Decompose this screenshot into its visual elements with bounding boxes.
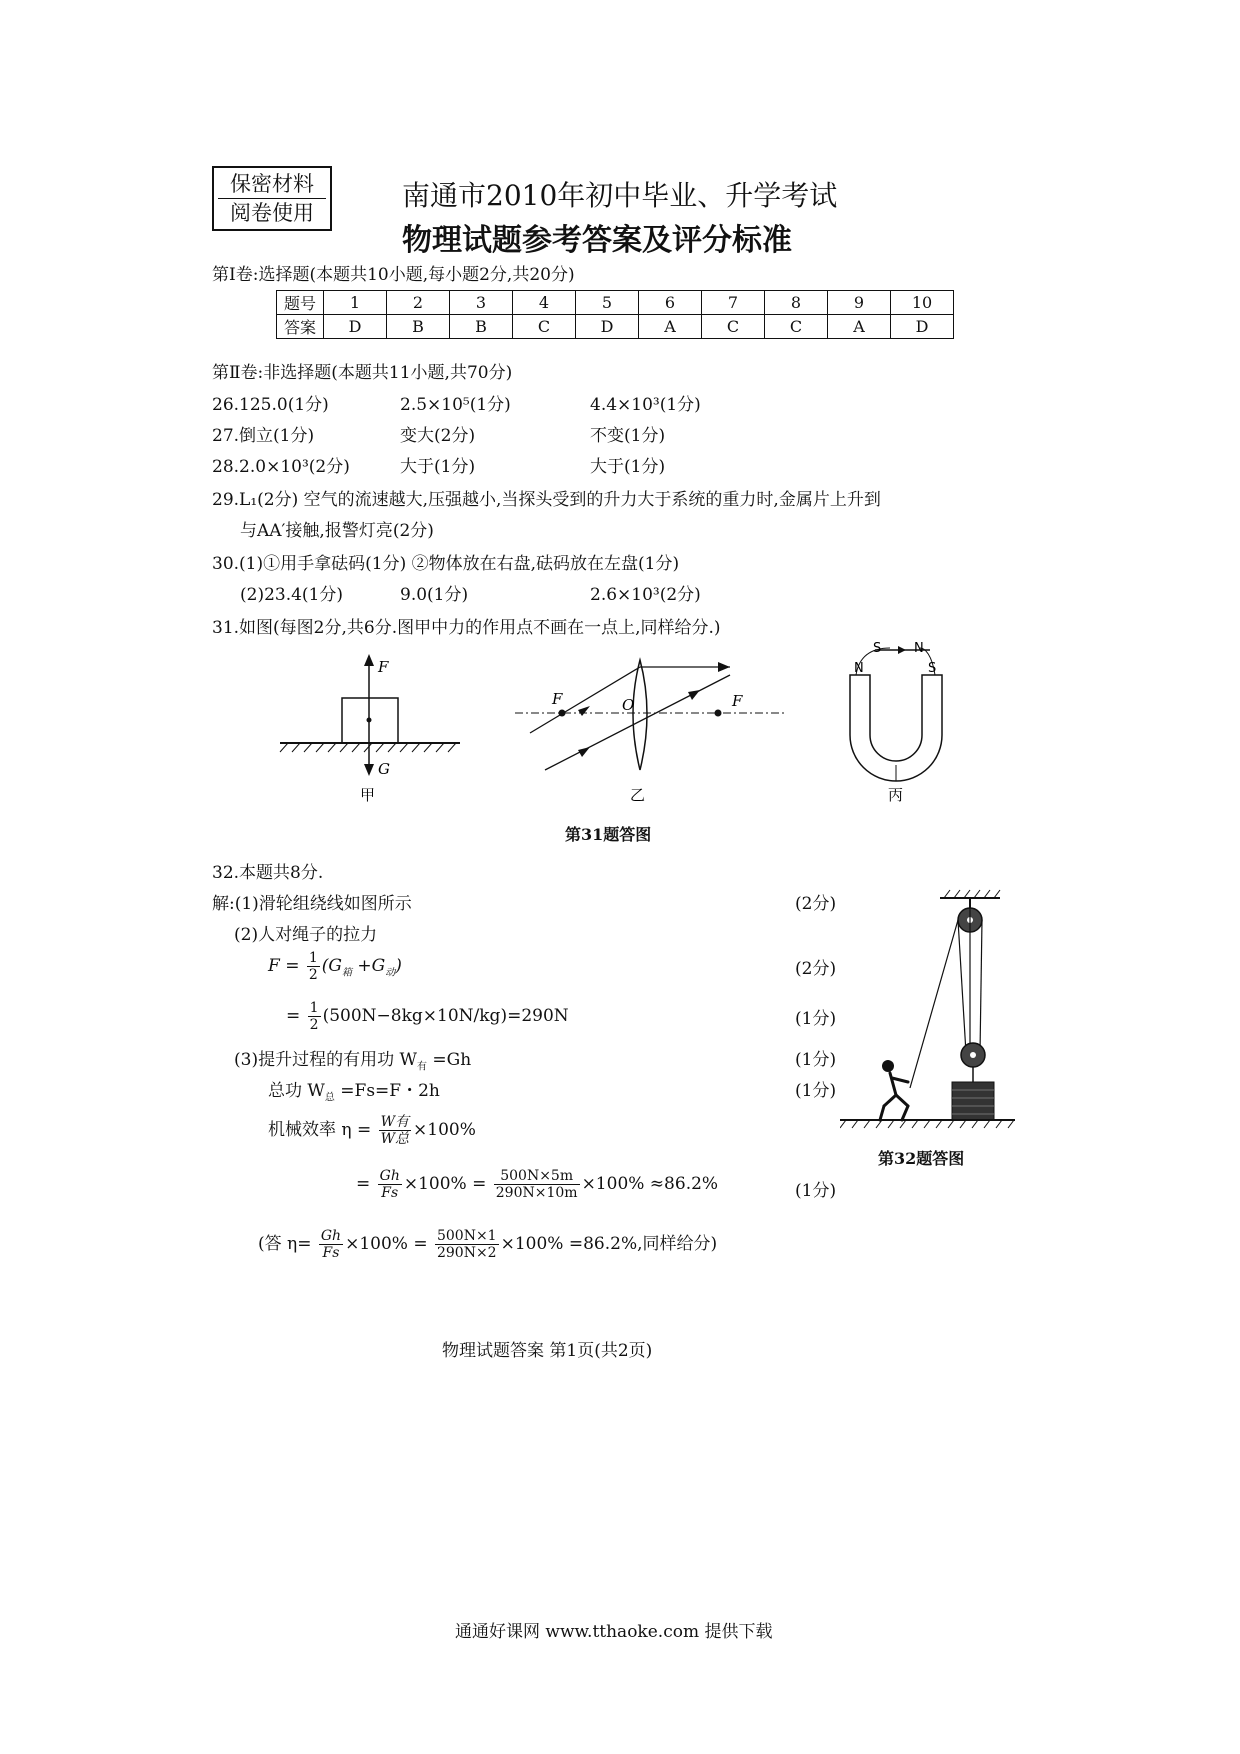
answer-cell: B [450, 315, 513, 339]
figure-yi [515, 660, 785, 804]
q32-alternate-answer [258, 1228, 717, 1261]
answer-table [276, 290, 954, 339]
subscript-moving: 动 [385, 967, 396, 979]
formula-part: 机械效率 η = [268, 1120, 372, 1140]
answer-cell: A [639, 315, 702, 339]
q26-answer-1: 26.125.0(1分) [212, 395, 329, 415]
fraction-numerator: 1 [309, 1000, 319, 1016]
page-footer: 物理试题答案 第1页(共2页) [442, 1341, 653, 1361]
question-number-row [277, 291, 954, 315]
confidential-stamp [212, 166, 332, 231]
q30-answer-1: (2)23.4(1分) [240, 585, 344, 605]
formula-part: ×100% [413, 1120, 476, 1140]
formula-part: ×100% ≈86.2% [581, 1174, 719, 1194]
q29-line-2: 与AA′接触,报警灯亮(2分) [240, 521, 434, 541]
q32-useful-work [234, 1045, 471, 1072]
figure-31 [260, 640, 1020, 810]
efficiency-fraction [319, 1228, 343, 1261]
q27-answer-1: 27.倒立(1分) [212, 426, 315, 446]
fraction-denominator: Fs [322, 1245, 340, 1261]
formula-part: =Gh [426, 1050, 472, 1070]
formula-eq: = [286, 1006, 301, 1026]
formula-lhs: F = [268, 956, 300, 976]
formula-part: (3)提升过程的有用功 W [234, 1050, 417, 1070]
question-number: 6 [639, 291, 702, 315]
answer-cell: A [828, 315, 891, 339]
question-number: 1 [324, 291, 387, 315]
formula-part: (答 η= [258, 1234, 312, 1254]
q32-total-work [268, 1076, 440, 1103]
fraction-numerator: Gh [320, 1228, 342, 1244]
q27-answer-2: 变大(2分) [400, 426, 476, 446]
fraction-denominator: 2 [308, 967, 318, 983]
formula-part: ×100% = [403, 1174, 487, 1194]
fraction-denominator: 2 [309, 1017, 319, 1033]
question-number: 10 [891, 291, 954, 315]
figure-bing [850, 641, 942, 804]
q32-score-3: (1分) [795, 1009, 837, 1029]
fraction-denominator: Fs [381, 1185, 399, 1201]
yi-caption: 乙 [630, 786, 646, 804]
q32-score-4: (1分) [795, 1050, 837, 1070]
q32-line-2: (2)人对绳子的拉力 [234, 925, 378, 945]
subscript-total: 总 [324, 1092, 335, 1104]
yi-focus-left-label: F [552, 690, 563, 708]
half-fraction [307, 950, 320, 983]
fraction-denominator: 290N×2 [436, 1245, 497, 1261]
document-title: 物理试题参考答案及评分标准 [402, 223, 792, 258]
fraction-numerator: 1 [308, 950, 318, 966]
fraction-numerator: W有 [380, 1114, 410, 1130]
q27-answer-3: 不变(1分) [590, 426, 666, 446]
answer-cell: B [387, 315, 450, 339]
bing-needle-S-label: S [873, 641, 882, 656]
answer-cell: C [702, 315, 765, 339]
question-number: 4 [513, 291, 576, 315]
formula-part: ×100% =86.2%,同样给分) [500, 1234, 718, 1254]
q32-line-1: 解:(1)滑轮组绕线如图所示 [212, 894, 412, 914]
answer-cell: D [891, 315, 954, 339]
fraction-denominator: 290N×10m [495, 1185, 578, 1201]
q30-answer-3: 2.6×10³(2分) [590, 585, 701, 605]
formula-part: (G [321, 956, 342, 976]
fraction-numerator: 500N×5m [494, 1168, 580, 1185]
formula-part: (500N−8kg×10N/kg)=290N [322, 1006, 569, 1026]
q26-answer-3: 4.4×10³(1分) [590, 395, 701, 415]
value-fraction [435, 1228, 499, 1261]
figure-jia [280, 654, 460, 804]
fraction-numerator: Gh [379, 1168, 400, 1184]
stamp-line-1: 保密材料 [218, 170, 326, 199]
formula-eq: = [356, 1174, 371, 1194]
stamp-line-2: 阅卷使用 [230, 201, 314, 225]
formula-part: ×100% = [345, 1234, 428, 1254]
exam-title: 南通市2010年初中毕业、升学考试 [402, 179, 838, 212]
figure-31-caption: 第31题答图 [565, 825, 652, 844]
bing-caption: 丙 [888, 786, 904, 804]
q32-score-2: (2分) [795, 959, 837, 979]
formula-part: =Fs=F・2h [334, 1081, 440, 1101]
q28-answer-2: 大于(1分) [400, 457, 476, 477]
source-credit: 通通好课网 www.tthaoke.com 提供下载 [455, 1622, 773, 1642]
formula-part: +G [352, 956, 386, 976]
q32-force-formula [268, 950, 402, 983]
q26-answer-2: 2.5×10⁵(1分) [400, 395, 511, 415]
bing-needle-N-label: N [914, 641, 924, 656]
fraction-denominator: W总 [380, 1131, 410, 1147]
jia-force-F-label: F [378, 658, 389, 676]
q32-efficiency-formula [268, 1114, 476, 1147]
formula-part: ) [395, 956, 402, 976]
question-number: 2 [387, 291, 450, 315]
q32-score-5: (1分) [795, 1081, 837, 1101]
question-number: 9 [828, 291, 891, 315]
figure-32-caption: 第32题答图 [878, 1149, 965, 1168]
answer-cell: D [324, 315, 387, 339]
jia-caption: 甲 [360, 786, 376, 804]
q31-heading: 31.如图(每图2分,共6分.图甲中力的作用点不画在一点上,同样给分.) [212, 618, 721, 638]
bing-pole-N-label: N [854, 661, 864, 676]
q28-answer-1: 28.2.0×10³(2分) [212, 457, 350, 477]
yi-focus-right-label: F [732, 692, 743, 710]
question-number: 7 [702, 291, 765, 315]
half-fraction [308, 1000, 321, 1033]
formula-part: 总功 W [268, 1081, 325, 1101]
person-pulling [880, 1060, 908, 1120]
question-number: 8 [765, 291, 828, 315]
part1-heading: 第Ⅰ卷:选择题(本题共10小题,每小题2分,共20分) [212, 265, 575, 285]
fraction-numerator: 500N×1 [436, 1228, 497, 1244]
subscript-useful: 有 [416, 1061, 427, 1073]
q28-answer-3: 大于(1分) [590, 457, 666, 477]
question-number: 3 [450, 291, 513, 315]
efficiency-fraction [379, 1114, 411, 1147]
bing-pole-S-label: S [928, 661, 937, 676]
jia-gravity-G-label: G [378, 760, 390, 778]
q30-line-1: 30.(1)①用手拿砝码(1分) ②物体放在右盘,砝码放在左盘(1分) [212, 554, 680, 574]
q29-line-1: 29.L₁(2分) 空气的流速越大,压强越小,当探头受到的升力大于系统的重力时,金属片上升到 [212, 490, 881, 510]
q32-score-6: (1分) [795, 1181, 837, 1201]
efficiency-fraction [378, 1168, 402, 1201]
answer-cell: D [576, 315, 639, 339]
value-fraction [494, 1168, 580, 1201]
figure-32-pulley [840, 870, 1020, 1140]
subscript-box: 箱 [342, 967, 352, 979]
question-number: 5 [576, 291, 639, 315]
q32-heading: 32.本题共8分. [212, 863, 324, 883]
answer-cell: C [765, 315, 828, 339]
part2-heading: 第Ⅱ卷:非选择题(本题共11小题,共70分) [212, 363, 513, 383]
q32-force-calc [286, 1000, 569, 1033]
row-label-answer: 答案 [277, 315, 324, 339]
answer-row [277, 315, 954, 339]
yi-optical-center-label: O [622, 696, 635, 714]
answer-cell: C [513, 315, 576, 339]
q32-efficiency-calc [356, 1168, 718, 1201]
q32-score-1: (2分) [795, 894, 837, 914]
q30-answer-2: 9.0(1分) [400, 585, 469, 605]
row-label-question: 题号 [277, 291, 324, 315]
